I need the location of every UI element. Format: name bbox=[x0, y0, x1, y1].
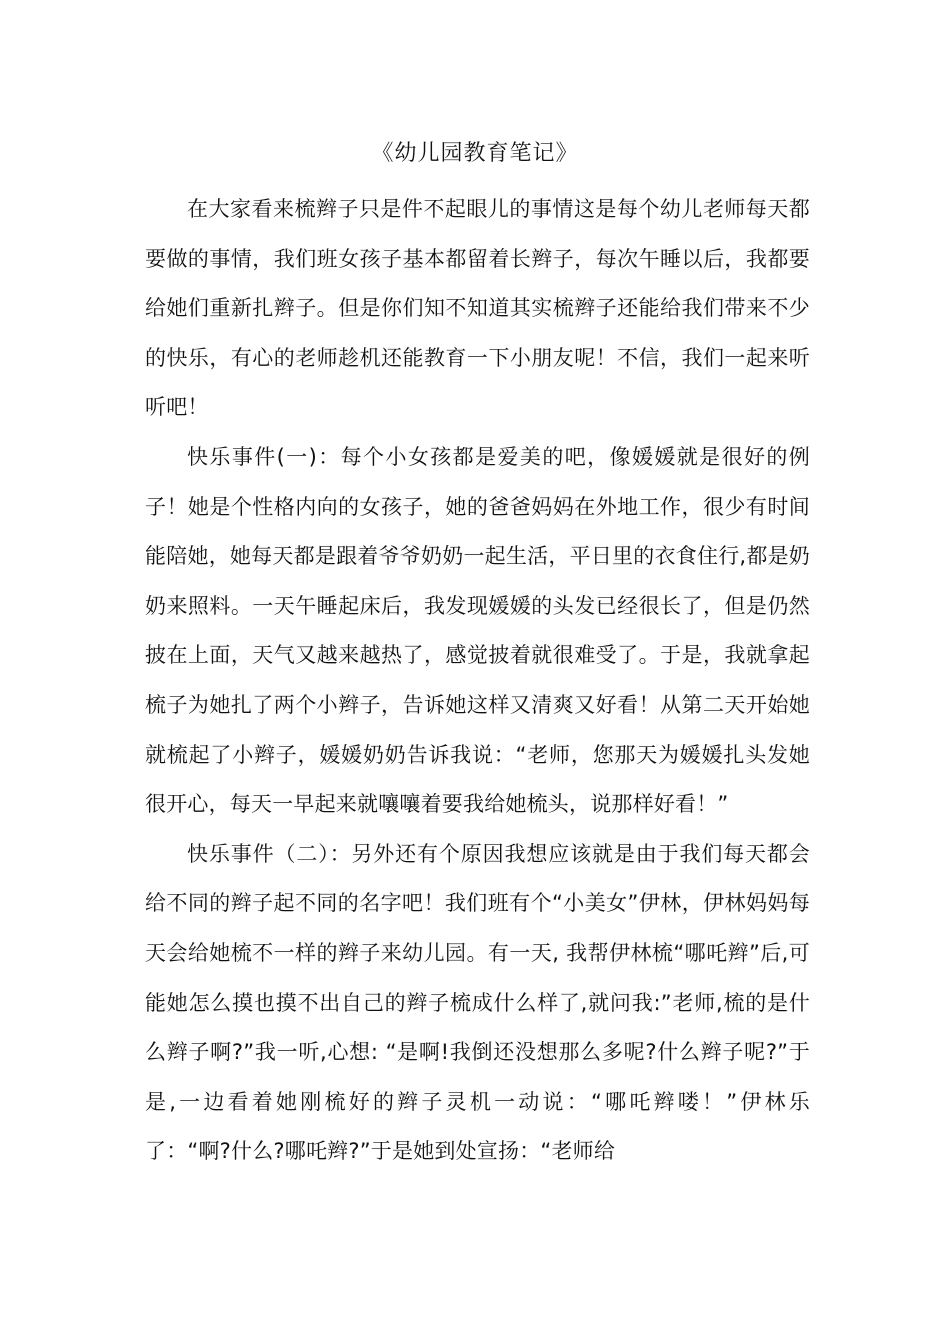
document-body bbox=[145, 185, 810, 1177]
document-title: 《幼儿园教育笔记》 bbox=[371, 141, 579, 166]
paragraph-intro: 在大家看来梳辫子只是件不起眼儿的事情这是每个幼儿老师每天都要做的事情，我们班女孩子基本都留着长辫子，每次午睡以后，我都要给她们重新扎辫子。但是你们知不知道其实梳辫子还能给我们带来不少的快乐，有心的老师趁机还能教育一下小朋友呢！不信，我们一起来听听吧！ bbox=[145, 197, 810, 420]
paragraph-event-two: 快乐事件（二）：另外还有个原因我想应该就是由于我们每天都会给不同的辫子起不同的名字吧！我们班有个“小美女”伊林，伊林妈妈每天会给她梳不一样的辫子来幼儿园。有一天, 我帮伊林梳“哪吒辫”后,可能她怎么摸也摸不出自己的辫子梳成什么样了,就问我:”老师,梳的是什么辫子啊?”我一听,心想: “是啊!我倒还没想那么多呢?什么辫子呢?”于是,一边看着她刚梳好的辫子灵机一动说：“哪吒辫喽！”伊林乐了：“啊?什么?哪吒辫?”于是她到处宣扬：“老师给 bbox=[145, 841, 810, 1164]
paragraph-event-one: 快乐事件(一)：每个小女孩都是爱美的吧，像媛媛就是很好的例子！她是个性格内向的女孩子，她的爸爸妈妈在外地工作，很少有时间能陪她，她每天都是跟着爷爷奶奶一起生活，平日里的衣食住行,都是奶奶来照料。一天午睡起床后，我发现媛媛的头发已经很长了，但是仍然披在上面，天气又越来越热了，感觉披着就很难受了。于是，我就拿起梳子为她扎了两个小辫子，告诉她这样又清爽又好看！从第二天开始她就梳起了小辫子，媛媛奶奶告诉我说：“老师，您那天为媛媛扎头发她很开心，每天一早起来就嚷嚷着要我给她梳头，说那样好看！” bbox=[145, 444, 810, 817]
